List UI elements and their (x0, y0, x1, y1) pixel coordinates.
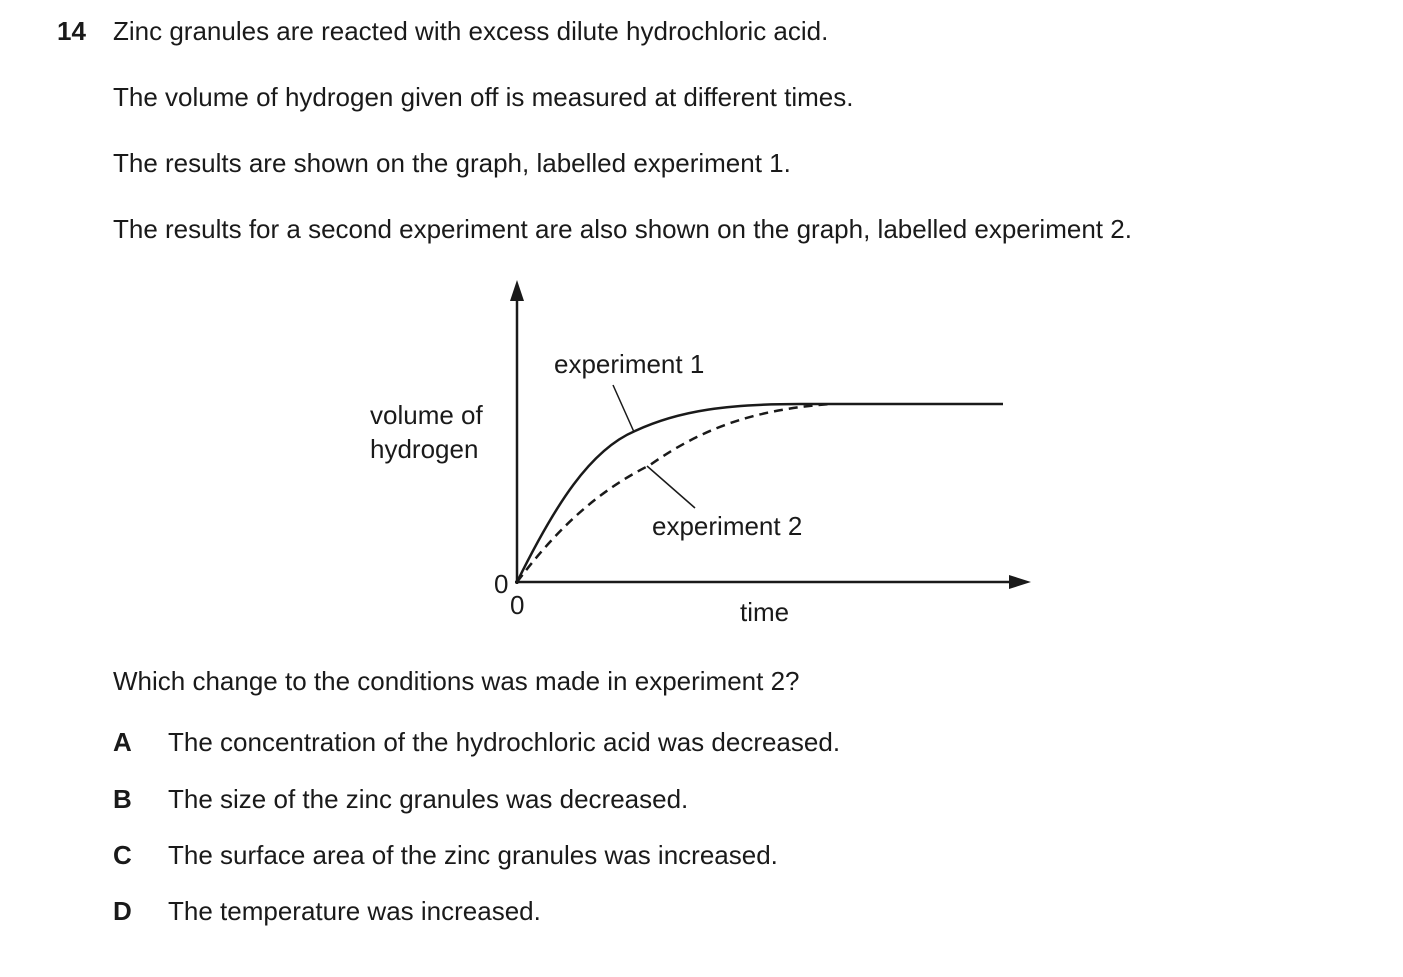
x-origin-label: 0 (510, 590, 525, 620)
question-prompt: Which change to the conditions was made in experiment 2? (113, 666, 800, 696)
experiment-1-leader-line (613, 385, 634, 432)
x-axis-label: time (740, 597, 790, 627)
option-c-letter[interactable]: C (113, 840, 132, 870)
question-line-2: The volume of hydrogen given off is measured at different times. (113, 82, 854, 112)
question-line-4: The results for a second experiment are also shown on the graph, labelled experiment 2. (113, 214, 1132, 244)
option-d-letter[interactable]: D (113, 896, 132, 926)
y-axis-label-line-1: volume of (370, 400, 483, 430)
series-label-experiment-2: experiment 2 (652, 511, 803, 541)
option-a-text[interactable]: The concentration of the hydrochloric acid was decreased. (168, 727, 841, 757)
experiment-2-leader-line (647, 466, 695, 508)
series-line-experiment-2 (517, 404, 830, 582)
y-axis-label-line-2: hydrogen (370, 434, 479, 464)
series-label-experiment-1: experiment 1 (554, 349, 705, 379)
y-origin-label: 0 (494, 569, 509, 599)
option-c-text[interactable]: The surface area of the zinc granules was increased. (168, 840, 778, 870)
option-a-letter[interactable]: A (113, 727, 132, 757)
option-b-letter[interactable]: B (113, 784, 132, 814)
question-number: 14 (57, 16, 86, 46)
option-b-text[interactable]: The size of the zinc granules was decreased. (168, 784, 689, 814)
y-axis-arrowhead (510, 280, 524, 301)
question-line-1: Zinc granules are reacted with excess dilute hydrochloric acid. (113, 16, 829, 46)
x-axis-arrowhead (1009, 575, 1031, 589)
question-line-3: The results are shown on the graph, labelled experiment 1. (113, 148, 791, 178)
option-d-text[interactable]: The temperature was increased. (168, 896, 541, 926)
series-line-experiment-1 (517, 404, 1003, 582)
